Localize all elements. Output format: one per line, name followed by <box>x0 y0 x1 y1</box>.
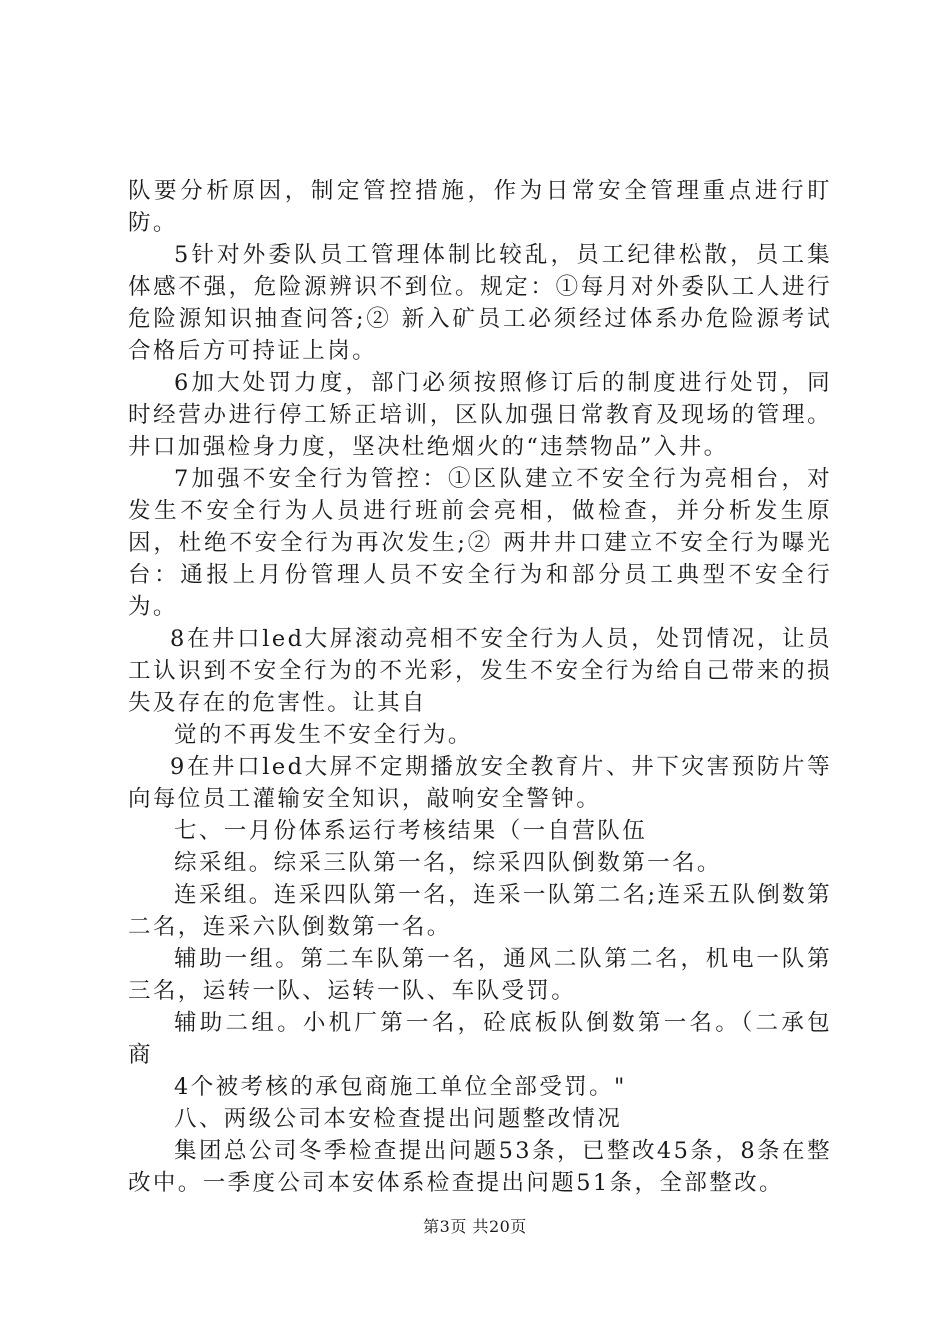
paragraph: 4个被考核的承包商施工单位全部受罚。" <box>174 1074 627 1100</box>
paragraph: 5针对外委队员工管理体制比较乱，员工纪律松散，员工集体感不强，危险源辨识不到位。规定：①每月对外委队工人进行危险源知识抽查问答;② 新入矿员工必须经过体系办危险源考试合格后方可持证上岗。 <box>128 242 832 364</box>
paragraph: 7加强不安全行为管控：①区队建立不安全行为亮相台，对发生不安全行为人员进行班前会亮相，做检查，并分析发生原因，杜绝不安全行为再次发生;② 两井井口建立不安全行为曝光台：通报上月份管理人员不安全行为和部分员工典型不安全行为。 <box>128 466 832 620</box>
paragraph: 七、一月份体系运行考核结果（一自营队伍 <box>174 818 648 844</box>
paragraph: 9在井口led大屏不定期播放安全教育片、井下灾害预防片等向每位员工灌输安全知识，敲响安全警钟。 <box>128 754 832 812</box>
paragraph: 8在井口led大屏滚动亮相不安全行为人员，处罚情况，让员工认识到不安全行为的不光彩，发生不安全行为给自己带来的损失及存在的危害性。让其自 <box>128 626 832 716</box>
paragraph: 辅助一组。第二车队第一名，通风二队第二名，机电一队第三名，运转一队、运转一队、车队受罚。 <box>128 946 832 1004</box>
document-body <box>128 175 832 1199</box>
paragraph: 集团总公司冬季检查提出问题53条，已整改45条，8条在整改中。一季度公司本安体系检查提出问题51条，全部整改。 <box>128 1138 832 1196</box>
paragraph: 队要分析原因，制定管控措施，作为日常安全管理重点进行盯防。 <box>128 178 832 236</box>
paragraph: 6加大处罚力度，部门必须按照修订后的制度进行处罚，同时经营办进行停工矫正培训，区队加强日常教育及现场的管理。井口加强检身力度，坚决杜绝烟火的“违禁物品”入井。 <box>128 370 832 460</box>
paragraph: 综采组。综采三队第一名，综采四队倒数第一名。 <box>174 850 722 876</box>
paragraph: 八、两级公司本安检查提出问题整改情况 <box>174 1106 623 1132</box>
paragraph: 辅助二组。小机厂第一名，砼底板队倒数第一名。（二承包商 <box>128 1010 832 1068</box>
paragraph: 觉的不再发生不安全行为。 <box>174 722 473 748</box>
page-number-footer: 第3页 共20页 <box>423 1217 527 1236</box>
paragraph: 连采组。连采四队第一名，连采一队第二名;连采五队倒数第二名，连采六队倒数第一名。 <box>128 882 832 940</box>
